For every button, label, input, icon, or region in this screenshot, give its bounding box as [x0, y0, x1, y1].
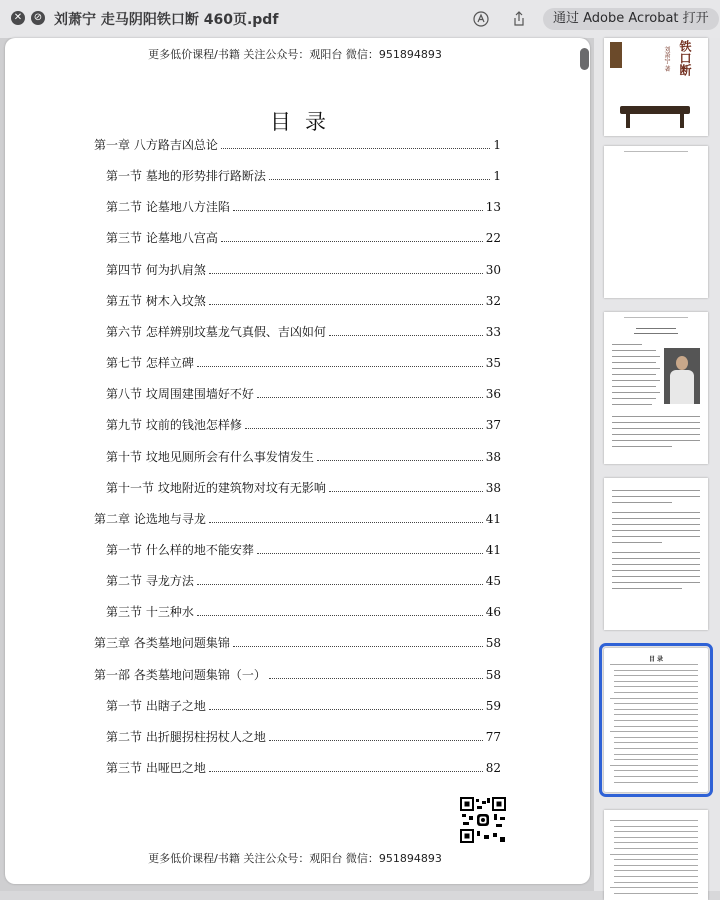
- toc-page-number: 45: [485, 574, 501, 589]
- thumbnail-text-line: [614, 720, 698, 721]
- thumbnail-toc-heading: 目 录: [648, 656, 664, 663]
- toc-leader-dots: [209, 521, 483, 523]
- thumbnail-text-line: [614, 837, 698, 838]
- table-leg: [680, 114, 684, 128]
- thumbnail-text-line: [614, 742, 698, 743]
- thumbnail-text-line: [610, 887, 698, 888]
- toc-entry-title: 第二节 论墓地八方洼陷: [106, 200, 230, 215]
- toc-heading: 目录: [270, 110, 340, 134]
- toc-page-number: 38: [485, 449, 501, 464]
- thumbnail-text-line: [614, 859, 698, 860]
- toc-page-number: 82: [485, 761, 501, 775]
- open-in-acrobat-button[interactable]: 通过 Adobe Acrobat 打开: [543, 8, 719, 30]
- toc-row[interactable]: [106, 323, 501, 340]
- thumbnail-text-line: [614, 754, 698, 755]
- vertical-scrollbar[interactable]: [580, 48, 589, 70]
- toc-row[interactable]: [106, 261, 501, 278]
- thumbnail-text-line: [614, 848, 698, 849]
- thumbnail-text-line: [614, 709, 698, 710]
- thumbnail-text-line: [614, 870, 698, 871]
- thumbnail-text-line: [614, 692, 698, 693]
- toc-leader-dots: [329, 334, 483, 336]
- thumbnail-text-line: [614, 714, 698, 715]
- toc-leader-dots: [197, 365, 483, 367]
- toc-row[interactable]: [94, 510, 501, 527]
- thumbnail-page-1[interactable]: [604, 38, 708, 136]
- author-photo: [664, 348, 700, 404]
- thumbnail-text-line: [614, 842, 698, 843]
- toc-leader-dots: [221, 240, 483, 242]
- toc-page-number: 35: [485, 356, 501, 371]
- markup-pen-icon[interactable]: [472, 10, 490, 28]
- toc-page-number: 77: [485, 729, 501, 744]
- table-leg: [626, 114, 630, 128]
- pdf-page: [5, 38, 590, 884]
- toc-page-number: 32: [485, 293, 501, 308]
- thumbnail-text-line: [614, 776, 698, 777]
- toc-row[interactable]: [94, 634, 501, 651]
- thumbnail-text-line: [614, 865, 698, 866]
- thumbnail-text-line: [614, 826, 698, 827]
- title-bar: [0, 0, 720, 38]
- thumbnail-text-line: [614, 770, 698, 771]
- thumbnail-text-line: [614, 759, 698, 760]
- toc-entry-title: 第三节 十三种水: [106, 605, 194, 620]
- toc-entry-title: 第一节 什么样的地不能安葬: [106, 542, 254, 557]
- toc-leader-dots: [269, 677, 483, 679]
- toc-row[interactable]: [106, 292, 501, 309]
- toc-leader-dots: [221, 147, 491, 149]
- toc-page-number: 30: [485, 262, 501, 277]
- block-icon[interactable]: ⊘: [31, 11, 45, 25]
- thumbnail-text-line: [610, 664, 698, 665]
- thumbnail-text-line: [610, 854, 698, 855]
- toc-entry-title: 第五节 树木入坟煞: [106, 293, 206, 308]
- toc-page-number: 22: [485, 231, 501, 246]
- qr-code-icon: [460, 797, 506, 843]
- toc-entry-title: 第八节 坟周围建围墙好不好: [106, 387, 254, 402]
- toc-row[interactable]: [106, 572, 501, 589]
- toc-row[interactable]: [106, 448, 501, 465]
- thumbnail-text-line: [614, 681, 698, 682]
- toc-entry-title: 第一节 出瞎子之地: [106, 698, 206, 713]
- toc-row[interactable]: [94, 666, 501, 683]
- toc-leader-dots: [317, 459, 483, 461]
- toc-page-number: 36: [485, 387, 501, 402]
- toc-page-number: 13: [485, 200, 501, 215]
- toc-leader-dots: [269, 739, 483, 741]
- thumbnail-text-line: [610, 820, 698, 821]
- thumbnail-text-line: [610, 698, 698, 699]
- thumbnail-text-line: [614, 686, 698, 687]
- toc-page-number: 1: [493, 169, 501, 184]
- toc-page-number: 37: [485, 418, 501, 433]
- thumbnail-text-line: [614, 748, 698, 749]
- toc-leader-dots: [209, 303, 483, 305]
- thumbnail-text-line: [614, 831, 698, 832]
- toc-leader-dots: [233, 645, 483, 647]
- toc-page-number: 59: [485, 698, 501, 713]
- toc-row[interactable]: [94, 136, 501, 153]
- pdf-viewer[interactable]: [0, 38, 594, 891]
- toc-entry-title: 第十节 坟地见厕所会有什么事发情发生: [106, 449, 314, 464]
- thumbnail-page-3[interactable]: [604, 312, 708, 464]
- toc-leader-dots: [257, 396, 483, 398]
- toc-page-number: 46: [485, 605, 501, 620]
- toc-row[interactable]: [106, 354, 501, 371]
- thumbnail-text-line: [614, 893, 698, 894]
- toc-entry-title: 第三章 各类墓地问题集锦: [94, 636, 230, 651]
- thumbnail-page-2[interactable]: [604, 146, 708, 298]
- cover-author: 刘萧宁 著: [663, 46, 670, 72]
- thumbnail-text-line: [614, 670, 698, 671]
- toc-row[interactable]: [106, 198, 501, 215]
- table-image: [620, 106, 690, 114]
- toc-page-number: 33: [485, 324, 501, 339]
- thumbnail-text-line: [614, 782, 698, 783]
- toc-page-number: 41: [485, 542, 501, 557]
- thumbnail-page-5[interactable]: [604, 648, 708, 792]
- thumbnail-text-line: [614, 882, 698, 883]
- thumbnail-text-line: [614, 726, 698, 727]
- window-title: 刘萧宁 走马阴阳铁口断 460页.pdf: [54, 12, 279, 28]
- toc-entry-title: 第四节 何为扒肩煞: [106, 262, 206, 277]
- toc-entry-title: 第二节 出折腿拐柱拐杖人之地: [106, 729, 266, 744]
- toc-leader-dots: [209, 708, 483, 710]
- thumbnail-page-4[interactable]: [604, 478, 708, 630]
- toc-entry-title: 第二章 论选地与寻龙: [94, 511, 206, 526]
- thumbnail-text-line: [610, 765, 698, 766]
- toc-page-number: 41: [485, 511, 501, 526]
- toc-row[interactable]: [106, 697, 501, 714]
- toc-leader-dots: [233, 209, 483, 211]
- thumbnail-text-line: [614, 876, 698, 877]
- toc-leader-dots: [197, 614, 483, 616]
- toc-entry-title: 第十一节 坟地附近的建筑物对坟有无影响: [106, 480, 326, 495]
- toc-leader-dots: [197, 583, 483, 585]
- toc-entry-title: 第二节 寻龙方法: [106, 574, 194, 589]
- thumbnail-text-line: [614, 737, 698, 738]
- lantern-image: [610, 42, 622, 68]
- close-icon[interactable]: ✕: [11, 11, 25, 25]
- toc-leader-dots: [209, 272, 483, 274]
- toc-row[interactable]: [106, 603, 501, 620]
- toc-row[interactable]: [106, 759, 501, 776]
- toc-entry-title: 第一节 墓地的形势排行路断法: [106, 169, 266, 184]
- toc-row[interactable]: [106, 479, 501, 496]
- toc-leader-dots: [329, 490, 483, 492]
- page-header-text: 更多低价课程/书籍 关注公众号：观阳台 微信：951894893: [148, 48, 442, 61]
- thumbnail-text-line: [614, 703, 698, 704]
- thumbnail-sidebar[interactable]: [594, 38, 720, 891]
- toc-row[interactable]: [106, 385, 501, 402]
- toc-entry-title: 第九节 坟前的钱池怎样修: [106, 418, 242, 433]
- toc-row[interactable]: [106, 541, 501, 558]
- cover-title: 铁口断: [678, 40, 692, 76]
- share-icon[interactable]: [510, 10, 528, 28]
- thumbnail-text-line: [610, 731, 698, 732]
- toc-row[interactable]: [106, 229, 501, 246]
- toc-row[interactable]: [106, 167, 501, 184]
- toc-entry-title: 第一章 八方路吉凶总论: [94, 138, 218, 152]
- toc-row[interactable]: [106, 416, 501, 433]
- toc-leader-dots: [257, 552, 483, 554]
- toc-page-number: 38: [485, 480, 501, 495]
- toc-page-number: 58: [485, 667, 501, 682]
- toc-entry-title: 第六节 怎样辨别坟墓龙气真假、吉凶如何: [106, 324, 326, 339]
- toc-entry-title: 第三节 出哑巴之地: [106, 761, 206, 775]
- toc-entry-title: 第七节 怎样立碑: [106, 356, 194, 371]
- toc-entry-title: 第三节 论墓地八宫高: [106, 231, 218, 246]
- toc-row[interactable]: [106, 728, 501, 745]
- thumbnail-text-line: [614, 675, 698, 676]
- page-footer-text: 更多低价课程/书籍 关注公众号：观阳台 微信：951894893: [148, 852, 442, 865]
- toc-page-number: 1: [493, 138, 501, 152]
- toc-entry-title: 第一部 各类墓地问题集锦（一）: [94, 667, 266, 682]
- toc-page-number: 58: [485, 636, 501, 651]
- toc-leader-dots: [269, 178, 491, 180]
- toc-leader-dots: [245, 427, 483, 429]
- thumbnail-page-6[interactable]: [604, 810, 708, 900]
- toc-leader-dots: [209, 770, 483, 772]
